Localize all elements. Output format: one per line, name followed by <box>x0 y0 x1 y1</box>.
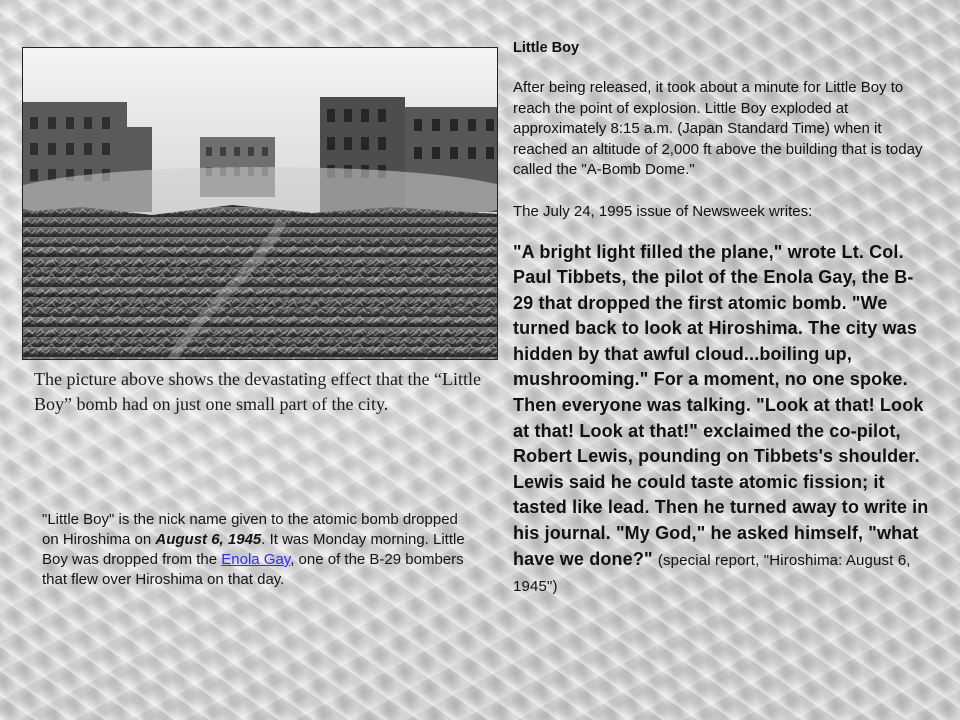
enola-gay-link[interactable]: Enola Gay <box>221 551 291 568</box>
explosion-paragraph: After being released, it took about a minute for Little Boy to reach the point of explosion. Little Boy exploded at approximately 8:15 a.m. (Japan Standard Time) when it reached an altitude of 2,000 ft above the building that is today called the "A-Bomb Dome." <box>513 79 923 178</box>
info-text-part-1: "Little Boy" is the nick name given to the atomic bomb dropped on Hiroshima on <box>42 511 458 548</box>
info-text-part-2: . It was Monday morning. Little Boy was dropped from the <box>42 531 465 568</box>
quote-text: "A bright light filled the plane," wrote Lt. Col. Paul Tibbets, the pilot of the Enola Gay, the B-29 that dropped the first atomic bomb. "We turned back to look at Hiroshima. The city was hidden by that awful cloud...boiling up, mushrooming." For a moment, no one spoke. Then everyone was talking. "Look at that! Look at that! Look at that!" exclaimed the co-pilot, Robert Lewis, pounding on Tibbets's shoulder. Lewis said he could taste atomic fission; it tasted like lead. Then he turned away to write in his journal. "My God," he asked himself, "what have we done?" <box>513 241 929 569</box>
bomb-date: August 6, 1945 <box>155 531 262 548</box>
newsweek-intro: The July 24, 1995 issue of Newsweek writes: <box>513 202 813 220</box>
info-text-part-3: , one of the B-29 bombers that flew over Hiroshima on that day. <box>42 551 464 588</box>
ruins-photo-graphic <box>22 47 498 360</box>
hiroshima-ruins-photo <box>22 47 498 360</box>
tibbets-quote <box>513 240 933 600</box>
little-boy-info-text <box>42 510 472 590</box>
right-column <box>513 38 933 600</box>
photo-caption: The picture above shows the devastating effect that the “Little Boy” bomb had on just one small part of the city. <box>34 369 482 414</box>
quote-citation: (special report, "Hiroshima: August 6, 1945") <box>513 551 911 596</box>
section-title: Little Boy <box>513 40 580 56</box>
